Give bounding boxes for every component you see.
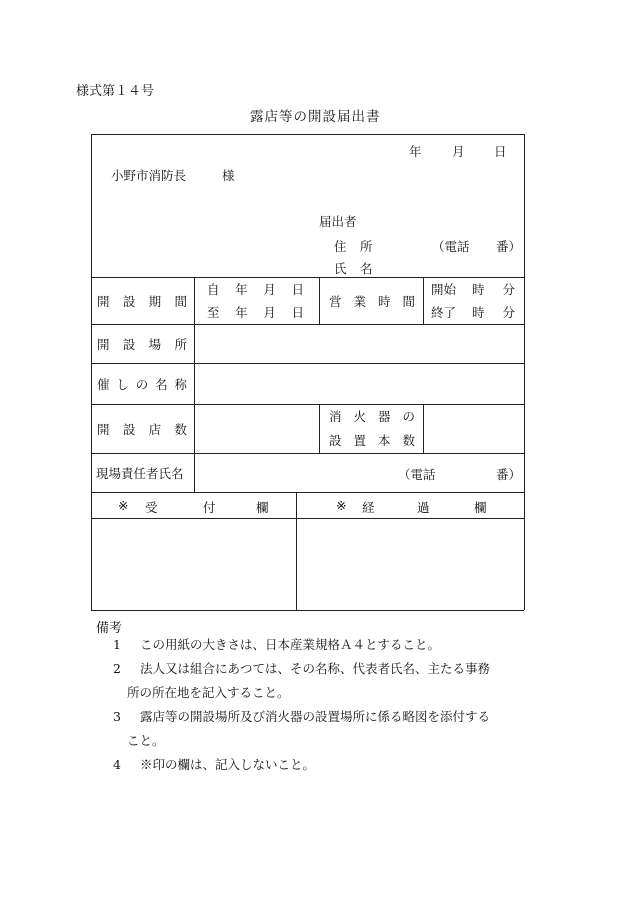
stalls-label: 開 設 店 数 bbox=[97, 421, 187, 437]
extinguisher-label-line2: 設 置 本 数 bbox=[329, 433, 415, 448]
manager-phone-open: （電話 bbox=[398, 467, 436, 482]
period-from-line: 自 年 月 日 bbox=[207, 282, 304, 297]
period-label: 開 設 期 間 bbox=[97, 293, 187, 309]
note-item-continuation: こと。 bbox=[127, 733, 165, 748]
honorific: 様 bbox=[222, 168, 235, 183]
extinguisher-label-line1: 消 火 器 の bbox=[329, 409, 415, 424]
notes-title: 備考 bbox=[96, 621, 123, 636]
date-month-label: 月 bbox=[452, 144, 465, 159]
applicant-label: 届出者 bbox=[319, 214, 357, 229]
address-label-1: 住 bbox=[334, 239, 347, 254]
hours-end-line: 終了 時 分 bbox=[431, 305, 515, 320]
form-number: 様式第１４号 bbox=[76, 84, 155, 99]
hours-start-line: 開始 時 分 bbox=[431, 282, 515, 297]
date-year-label: 年 bbox=[409, 144, 422, 159]
place-label: 開 設 場 所 bbox=[97, 336, 187, 352]
addressee: 小野市消防長 bbox=[111, 168, 187, 183]
name-label-2: 名 bbox=[360, 261, 373, 276]
event-label: 催 し の 名 称 bbox=[97, 376, 187, 392]
form-title: 露店等の開設届出書 bbox=[250, 109, 381, 125]
note-item: 1 この用紙の大きさは、日本産業規格Ａ４とすること。 bbox=[113, 637, 441, 652]
hours-label: 営 業 時 間 bbox=[329, 293, 415, 309]
note-item: 2 法人又は組合にあつては、その名称、代表者氏名、主たる事務 bbox=[113, 661, 491, 676]
manager-label: 現場責任者氏名 bbox=[96, 465, 184, 481]
address-label-2: 所 bbox=[360, 239, 373, 254]
name-label-1: 氏 bbox=[334, 261, 347, 276]
note-item: 3 露店等の開設場所及び消火器の設置場所に係る略図を添付する bbox=[113, 709, 491, 724]
phone-label-open: （電話 bbox=[432, 239, 470, 254]
period-to-line: 至 年 月 日 bbox=[207, 305, 304, 320]
manager-phone-close: 番） bbox=[496, 467, 522, 482]
phone-label-close: 番） bbox=[496, 239, 522, 254]
note-item: 4 ※印の欄は、記入しないこと。 bbox=[113, 757, 316, 772]
note-item-continuation: 所の所在地を記入すること。 bbox=[127, 685, 290, 700]
date-day-label: 日 bbox=[494, 144, 507, 159]
